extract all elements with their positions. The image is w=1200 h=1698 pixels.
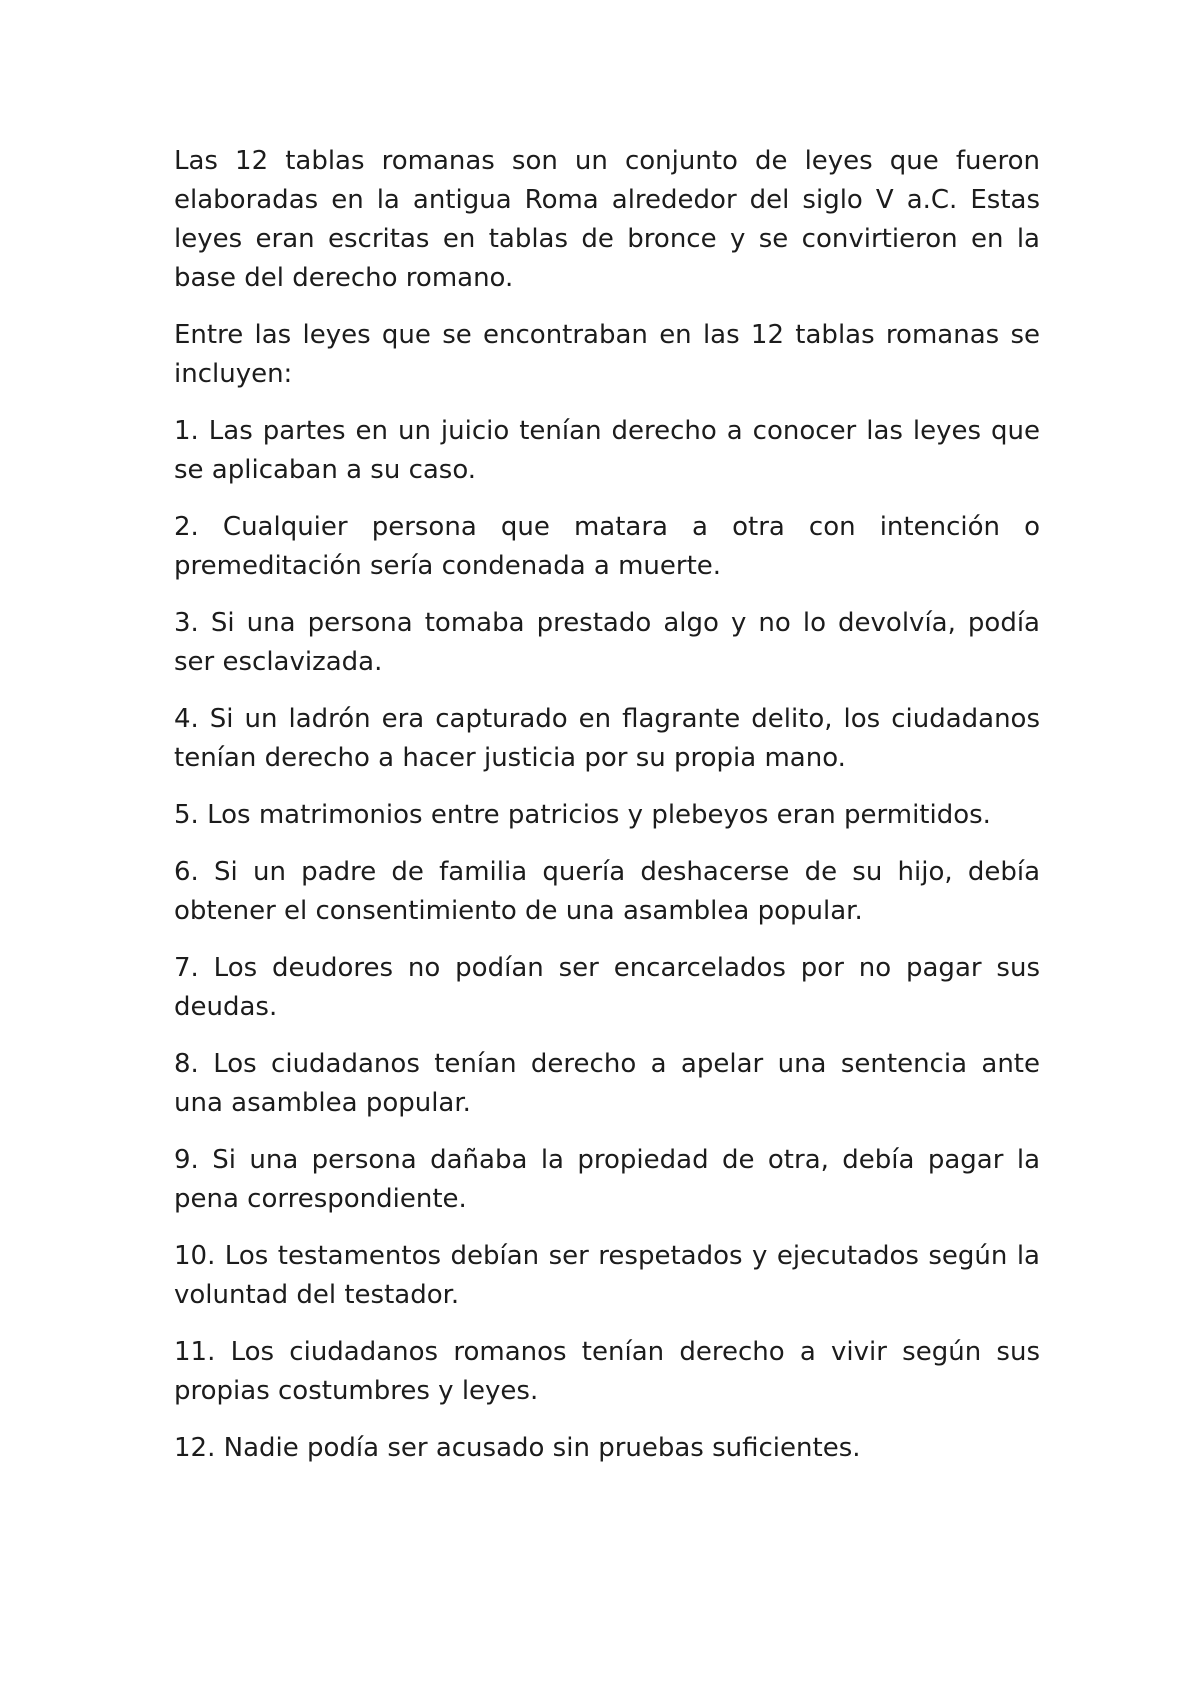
law-item-3: 3. Si una persona tomaba prestado algo y no lo devolvía, podía ser esclavizada. [174, 608, 1040, 677]
law-item-9: 9. Si una persona dañaba la propiedad de otra, debía pagar la pena correspondiente. [174, 1145, 1040, 1214]
law-item-5: 5. Los matrimonios entre patricios y plebeyos eran permitidos. [174, 800, 991, 830]
law-item-6: 6. Si un padre de familia quería deshacerse de su hijo, debía obtener el consentimiento de una asamblea popular. [174, 857, 1040, 926]
intro-paragraph: Las 12 tablas romanas son un conjunto de leyes que fueron elaboradas en la antigua Roma alrededor del siglo V a.C. Estas leyes eran escritas en tablas de bronce y se convirtieron en la base del derecho romano. [174, 146, 1040, 293]
law-item-8: 8. Los ciudadanos tenían derecho a apelar una sentencia ante una asamblea popular. [174, 1049, 1040, 1118]
law-item-10: 10. Los testamentos debían ser respetados y ejecutados según la voluntad del testador. [174, 1241, 1040, 1310]
law-item-11: 11. Los ciudadanos romanos tenían derecho a vivir según sus propias costumbres y leyes. [174, 1337, 1040, 1406]
law-item-12: 12. Nadie podía ser acusado sin pruebas suficientes. [174, 1433, 861, 1463]
law-item-1: 1. Las partes en un juicio tenían derecho a conocer las leyes que se aplicaban a su caso. [174, 416, 1040, 485]
law-item-4: 4. Si un ladrón era capturado en flagrante delito, los ciudadanos tenían derecho a hacer justicia por su propia mano. [174, 704, 1040, 773]
law-item-2: 2. Cualquier persona que matara a otra con intención o premeditación sería condenada a muerte. [174, 512, 1040, 581]
law-item-7: 7. Los deudores no podían ser encarcelados por no pagar sus deudas. [174, 953, 1040, 1022]
laws-intro-paragraph: Entre las leyes que se encontraban en las 12 tablas romanas se incluyen: [174, 320, 1040, 389]
document-body [174, 142, 1040, 1486]
